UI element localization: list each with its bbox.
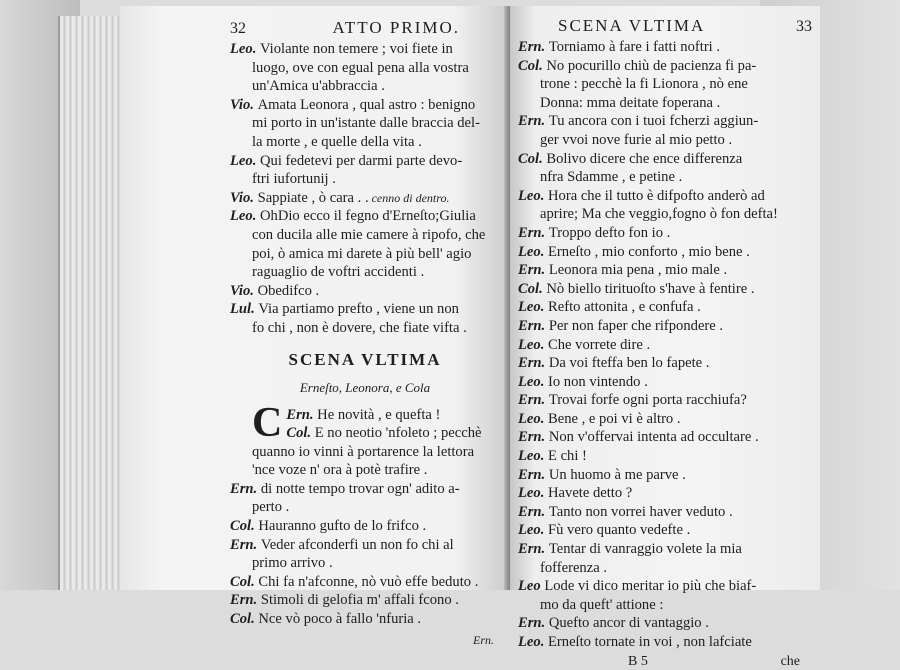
line-text: trone : pecchè la fi Lionora , nò ene [540, 76, 748, 93]
speaker-label: Ern. [230, 536, 261, 553]
text-line [518, 410, 812, 429]
line-text: aprire; Ma che veggio,fogno ò fon defta! [540, 206, 778, 223]
text-line [518, 447, 812, 466]
text-line [230, 226, 500, 245]
speaker-label: Leo. [518, 336, 548, 353]
scene-persons: Erneſto, Leonora, e Cola [299, 379, 431, 395]
text-line [230, 480, 500, 499]
right-running-head [518, 16, 812, 38]
right-page [510, 6, 820, 669]
speaker-label: Leo. [230, 41, 260, 57]
left-catchword: Ern. [473, 632, 494, 647]
speaker-label: Col. [518, 150, 547, 167]
text-line [518, 261, 812, 280]
line-text: Sappiate , ò cara . . [257, 189, 369, 206]
line-text: poi, ò amica mi darete à più bell' agio [252, 245, 472, 262]
speaker-label: Ern. [518, 39, 549, 55]
line-text: He novità , e quefta ! [317, 406, 441, 423]
text-line [518, 187, 812, 206]
line-text: ftri iufortunij . [252, 171, 336, 188]
line-text: nfra Sdamme , e petine . [540, 169, 683, 186]
line-text: Trovai forfe ogni porta racchiufa? [548, 392, 747, 409]
speaker-label: Col. [518, 57, 547, 74]
left-running-head [230, 18, 500, 40]
text-line [230, 59, 500, 78]
line-text: Torniamo à fare i fatti noftri . [548, 39, 721, 55]
left-page [120, 6, 512, 647]
text-line [518, 336, 812, 355]
speaker-label: Lul. [230, 301, 259, 318]
text-line [230, 300, 500, 319]
line-text: Erneſto , mio conforto , mio bene . [548, 243, 750, 260]
right-catchword: che [780, 653, 800, 669]
line-text: Che vorrete dire . [548, 336, 651, 353]
speaker-label: Ern. [518, 392, 549, 409]
line-text: un'Amica u'abbraccia . [252, 78, 385, 95]
line-text: Tentar di vanraggio volete la mia [548, 541, 742, 558]
speaker-label: Leo. [518, 373, 548, 390]
speaker-label: Leo [518, 578, 545, 595]
speaker-label: Vio. [230, 282, 258, 299]
line-text: Veder afconderfi un non fo chi al [260, 536, 454, 553]
line-text: OhDio ecco il fegno d'Erneſto;Giulia [260, 208, 476, 225]
text-line [230, 114, 500, 133]
text-line [518, 373, 812, 392]
text-line [230, 443, 500, 462]
text-line [230, 498, 500, 517]
speaker-label: Ern. [518, 224, 549, 241]
speaker-label: Leo. [518, 634, 548, 650]
left-page-number: 32 [230, 20, 246, 37]
right-footer [518, 652, 812, 670]
text-line [518, 280, 812, 299]
line-text: Tanto non vorrei haver veduto . [548, 503, 733, 520]
line-text: con ducila alle mie camere à ripofo, che [252, 226, 486, 243]
text-line [230, 610, 500, 629]
text-line [518, 466, 812, 485]
text-line [518, 243, 812, 262]
line-text: raguaglio de voftri accidenti . [252, 264, 425, 281]
line-text: perto . [252, 499, 290, 516]
text-line [230, 263, 500, 282]
speaker-label: Ern. [518, 113, 549, 130]
open-book [58, 6, 812, 669]
text-line [518, 298, 812, 317]
line-text: Fù vero quanto vedefte . [548, 522, 691, 539]
line-text: mi porto in un'istante dalle braccia del- [252, 115, 480, 132]
text-line [230, 133, 500, 152]
text-line [518, 57, 812, 76]
line-text: Bene , e poi vi è altro . [548, 410, 681, 427]
line-text: Da voi fteffa ben lo fapete . [548, 355, 710, 372]
line-text: ger vvoi nove furie al mio petto . [540, 131, 733, 148]
line-text: Violante non temere ; voi fiete in [260, 41, 453, 57]
speaker-label: Leo. [518, 522, 548, 539]
scene-title: SCENA VLTIMA [288, 349, 442, 369]
line-text: 'nce voze n' ora à potè trafire . [252, 462, 428, 479]
speaker-label: Vio. [230, 189, 258, 206]
speaker-label: Ern. [518, 317, 549, 334]
text-line [518, 224, 812, 243]
text-line [230, 536, 500, 555]
right-running-title: SCENA VLTIMA [558, 16, 706, 35]
left-top-text [230, 40, 500, 338]
line-text: luogo, ove con egual pena alla vostra [252, 59, 469, 76]
line-text: Amata Leonora , qual astro : benigno [257, 96, 476, 113]
text-line [518, 559, 812, 578]
line-text: Refto attonita , e confufa . [548, 299, 701, 316]
line-text: quanno io vinni à portarence la lettora [252, 443, 475, 460]
line-text: Havete detto ? [548, 485, 633, 502]
text-line [518, 94, 812, 113]
line-text: fofferenza . [540, 559, 607, 576]
line-text: Bolivo dicere che ence differenza [546, 150, 743, 167]
text-line [518, 75, 812, 94]
text-line [518, 354, 812, 373]
text-line [230, 461, 500, 480]
text-line [518, 484, 812, 503]
line-text: Io non vintendo . [548, 373, 648, 390]
line-text: fo chi , non è dovere, che fiate vifta . [252, 319, 467, 336]
text-line [230, 77, 500, 96]
speaker-label: Leo. [518, 448, 548, 465]
text-line [518, 205, 812, 224]
speaker-label: Ern. [518, 541, 549, 558]
line-text: Nò biello tirituoſto s'have à fentire . [546, 280, 755, 297]
line-text: Erneſto tornate in voi , non lafciate [548, 634, 752, 650]
text-line [230, 96, 500, 115]
speaker-label: Leo. [518, 410, 548, 427]
text-line [230, 245, 500, 264]
signature-mark: B 5 [628, 653, 648, 669]
text-line [518, 168, 812, 187]
text-line [518, 614, 812, 633]
line-text: mo da queft' attione : [540, 596, 664, 613]
text-line [518, 317, 812, 336]
line-text: Nce vò poco à fallo 'nfuria . [258, 611, 422, 628]
text-line [518, 131, 812, 150]
text-line [230, 573, 500, 592]
speaker-label: Leo. [230, 152, 260, 169]
text-line [518, 577, 812, 596]
line-text: Leonora mia pena , mio male . [548, 262, 728, 279]
left-running-title: ATTO PRIMO. [332, 18, 460, 37]
speaker-label: Ern. [518, 262, 549, 279]
speaker-label: Ern. [518, 466, 549, 483]
text-line [518, 596, 812, 615]
speaker-label: Leo. [518, 485, 548, 502]
text-line [230, 152, 500, 171]
line-text: primo arrivo . [252, 555, 333, 572]
line-text: Per non faper che rifpondere . [548, 317, 724, 334]
text-line [518, 633, 812, 652]
line-text: Quefto ancor di vantaggio . [548, 615, 709, 632]
text-line [230, 282, 500, 301]
line-text: di notte tempo trovar ogn' adito a- [260, 480, 460, 497]
line-text: Un huomo à me parve . [548, 466, 686, 483]
line-text: Stimoli di gelofia m' affali fcono . [260, 592, 459, 609]
right-text [518, 38, 812, 652]
speaker-label: Vio. [230, 96, 258, 113]
speaker-label: Leo. [518, 243, 548, 260]
line-text: Tu ancora con i tuoi fcherzi aggiun- [548, 113, 759, 130]
text-line [230, 170, 500, 189]
line-text: No pocurillo chiù de pacienza fi pa- [546, 57, 757, 74]
text-line [230, 517, 500, 536]
speaker-label: Ern. [518, 355, 549, 372]
speaker-label: Ern. [230, 592, 261, 609]
speaker-label: Ern. [286, 406, 318, 423]
line-text: Chi fa n'afconne, nò vuò effe beduto . [258, 573, 479, 590]
line-text: Donna: mma deitate foperana . [540, 94, 721, 111]
line-text: E chi ! [548, 448, 587, 465]
text-line [518, 150, 812, 169]
speaker-label: Ern. [518, 615, 549, 632]
speaker-label: Ern. [518, 429, 549, 446]
speaker-label: Col. [230, 611, 259, 628]
right-page-number: 33 [796, 18, 812, 35]
text-line [230, 319, 500, 338]
speaker-label: Ern. [518, 503, 549, 520]
line-text: Hora che il tutto è difpofto anderò ad [548, 187, 765, 204]
speaker-label: Col. [286, 425, 315, 442]
text-line [518, 391, 812, 410]
stage-direction: cenno di dentro. [368, 190, 450, 205]
text-line [518, 428, 812, 447]
line-text: Non v'offervai intenta ad occultare . [548, 429, 759, 446]
line-text: Troppo defto fon io . [548, 224, 671, 241]
line-text: Via partiamo prefto , viene un non [258, 301, 459, 318]
text-line [230, 554, 500, 573]
text-line [518, 38, 812, 57]
line-text: Obedifco . [257, 282, 320, 299]
text-line [230, 591, 500, 610]
text-line [518, 503, 812, 522]
text-line [518, 521, 812, 540]
line-text: Hauranno gufto de lo frifco . [258, 518, 427, 535]
text-line [230, 207, 500, 226]
speaker-label: Leo. [518, 187, 548, 204]
line-text: la morte , e quelle della vita . [252, 133, 422, 150]
line-text: E no neotio 'nfoleto ; pecchè [314, 425, 482, 442]
text-line [230, 40, 500, 59]
text-line [230, 189, 500, 208]
line-text: Qui fedetevi per darmi parte devo- [260, 152, 463, 169]
left-bottom-text [230, 399, 500, 629]
speaker-label: Ern. [230, 480, 261, 497]
speaker-label: Col. [230, 573, 259, 590]
drop-cap: C [252, 399, 283, 446]
speaker-label: Col. [518, 280, 547, 297]
text-line [518, 112, 812, 131]
line-text: Lode vi dico meritar io più che biaf- [544, 578, 757, 595]
speaker-label: Leo. [518, 299, 548, 316]
speaker-label: Leo. [230, 208, 260, 225]
speaker-label: Col. [230, 518, 259, 535]
text-line [518, 540, 812, 559]
